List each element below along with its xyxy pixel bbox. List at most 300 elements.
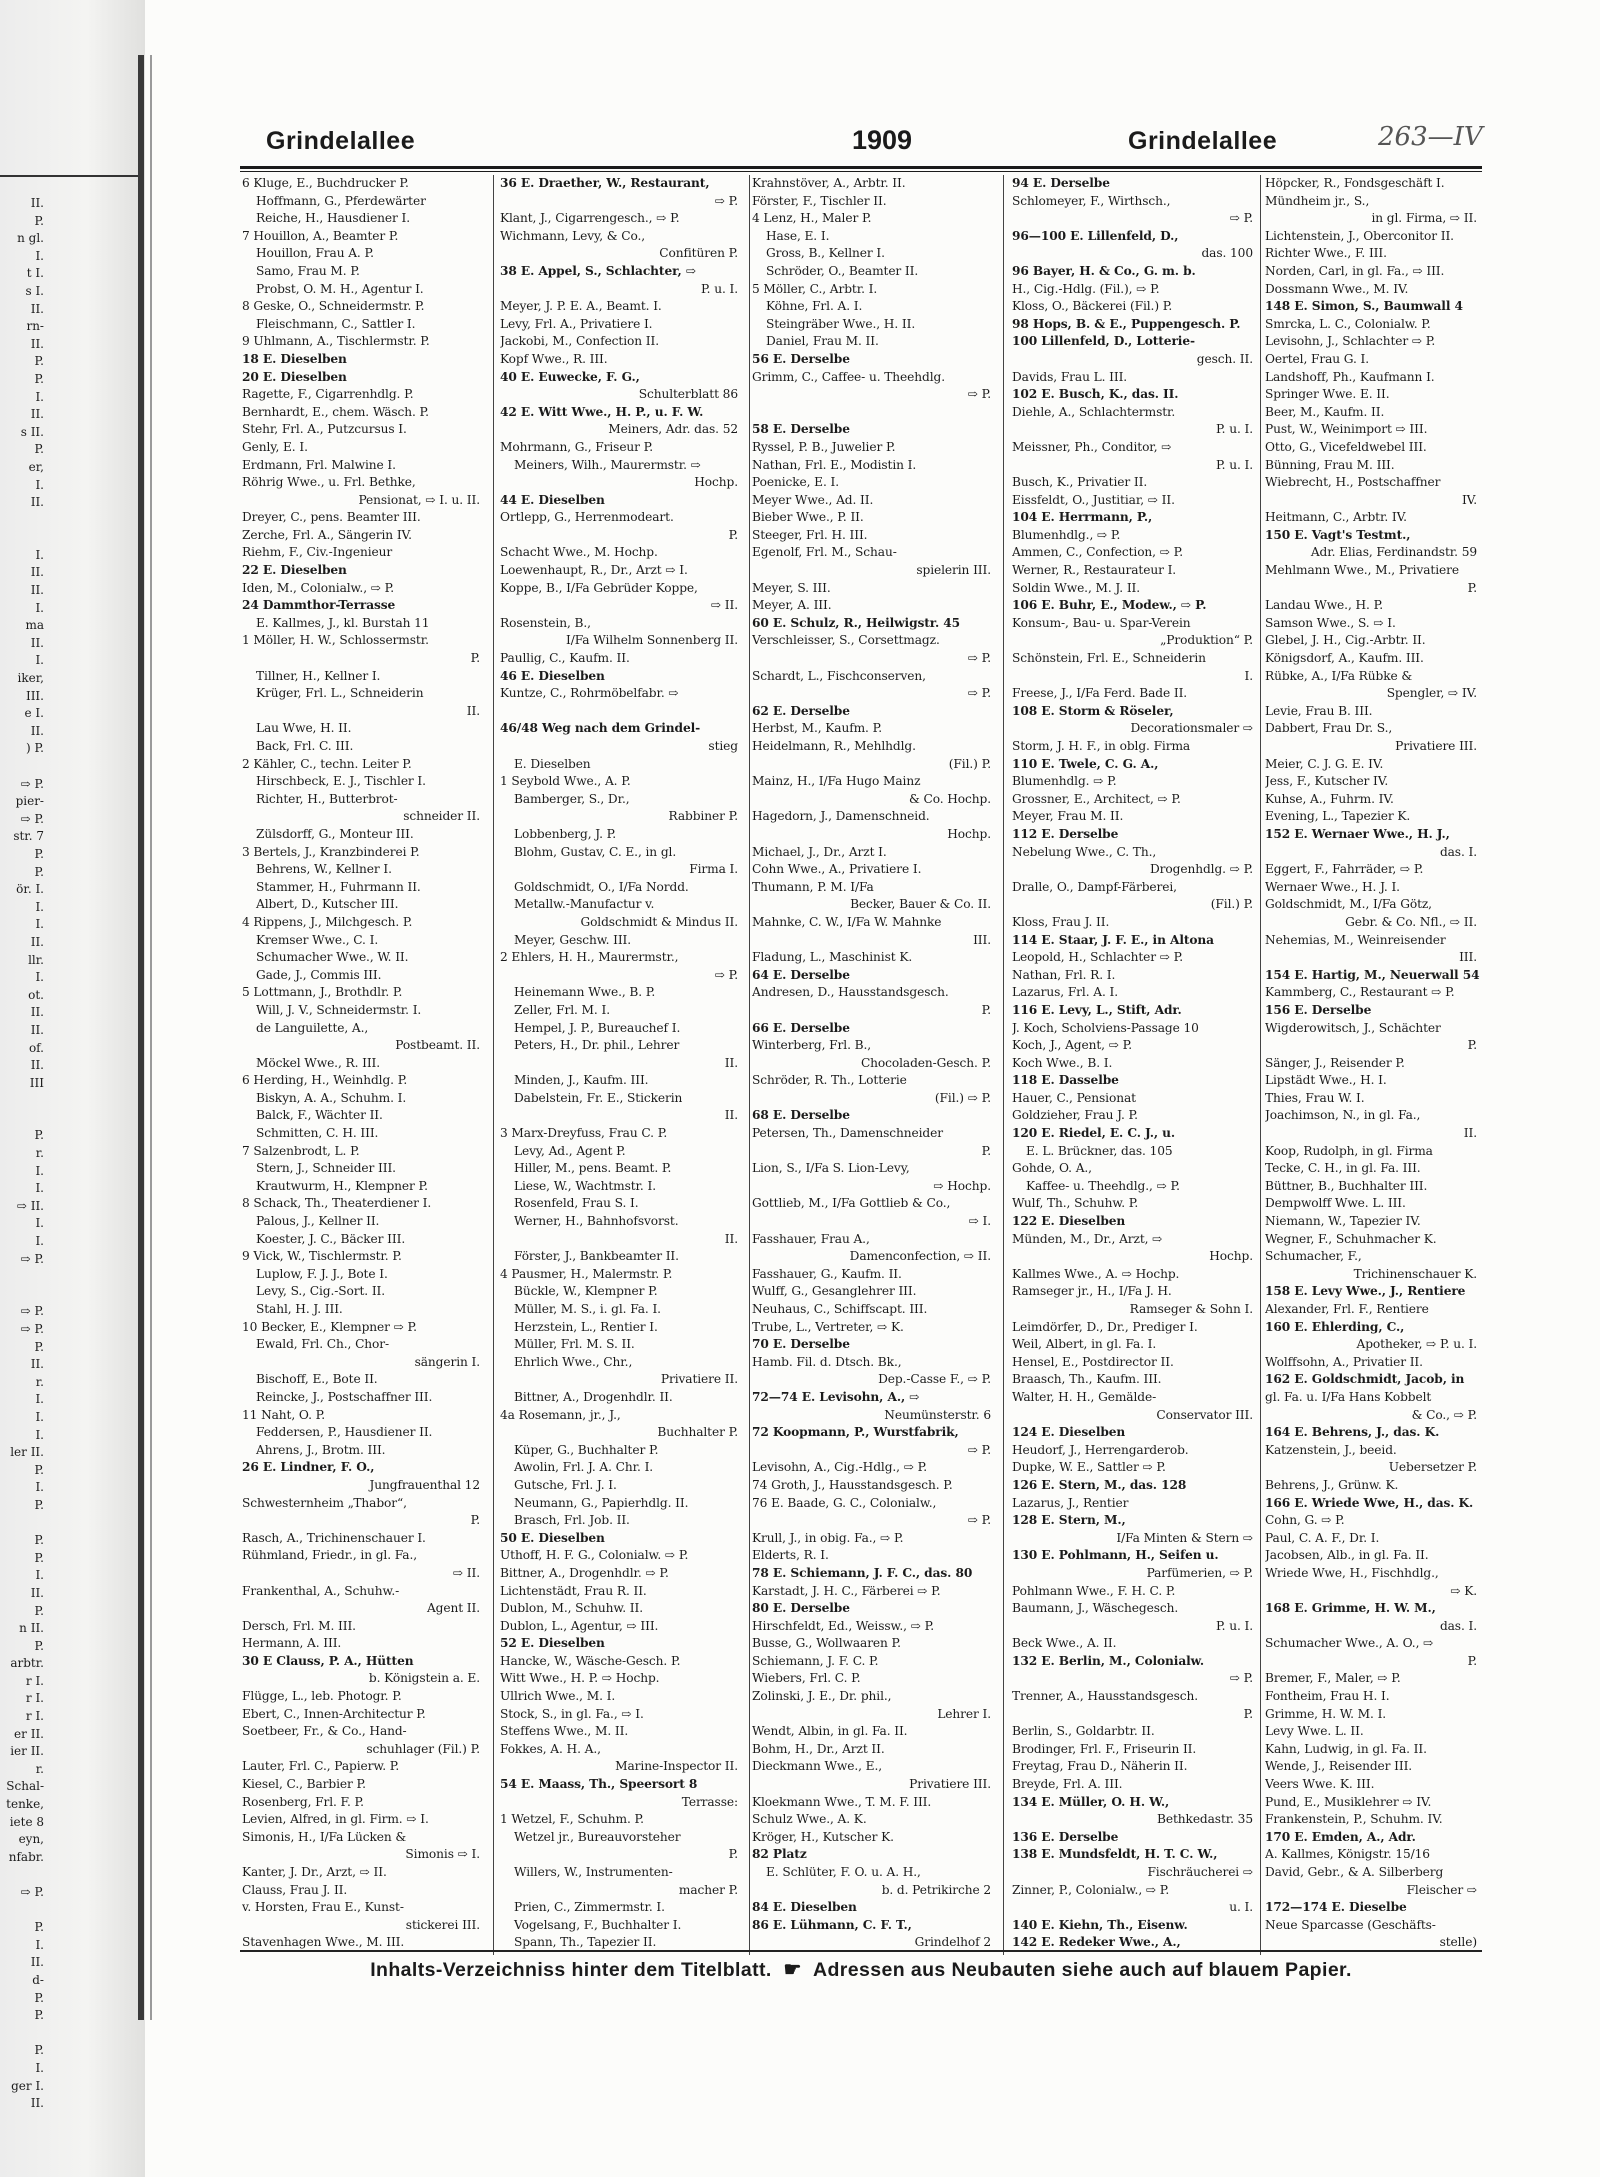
directory-entry: Rosenstein, B., bbox=[500, 615, 591, 630]
facing-page-fragment bbox=[0, 529, 44, 547]
directory-entry: Kloss, Frau J. II. bbox=[1012, 914, 1110, 929]
directory-entry: Kiesel, C., Barbier P. bbox=[242, 1777, 366, 1792]
directory-entry: Grossner, E., Architect, ⇨ P. bbox=[1012, 791, 1181, 806]
directory-entry: Fasshauer, G., Kaufm. II. bbox=[752, 1266, 902, 1281]
directory-entry: ⇨ II. bbox=[452, 1565, 480, 1580]
facing-page-fragment: I. bbox=[35, 1427, 44, 1442]
directory-entry: 166 E. Wriede Wwe, H., das. K. bbox=[1265, 1495, 1474, 1510]
directory-entry: 40 E. Euwecke, F. G., bbox=[500, 369, 640, 384]
directory-entry bbox=[752, 404, 995, 422]
directory-entry: 162 E. Goldschmidt, Jacob, in bbox=[1265, 1372, 1465, 1387]
directory-entry: Schwesternheim „Thabor“, bbox=[242, 1495, 407, 1510]
pointing-hand-icon: ☛ bbox=[783, 1959, 802, 1981]
directory-entry: 164 E. Behrens, J., das. K. bbox=[1265, 1425, 1440, 1440]
directory-entry: 6 Herding, H., Weinhdlg. P. bbox=[242, 1073, 408, 1088]
directory-entry: Wernaer Wwe., H. J. I. bbox=[1265, 879, 1400, 894]
directory-entry: Brasch, Frl. Job. II. bbox=[514, 1513, 630, 1528]
directory-entry: 160 E. Ehlerding, C., bbox=[1265, 1319, 1405, 1334]
directory-entry: Gebr. & Co. Nfl., ⇨ II. bbox=[1345, 914, 1477, 929]
facing-page-fragment: I. bbox=[35, 1181, 44, 1196]
directory-entry: 86 E. Lühmann, C. F. T., bbox=[752, 1917, 912, 1932]
directory-entry: P. bbox=[1467, 1038, 1477, 1053]
directory-entry: ⇨ P. bbox=[967, 686, 991, 701]
directory-entry: Vogelsang, F., Buchhalter I. bbox=[514, 1917, 682, 1932]
facing-page-fragment bbox=[0, 1866, 44, 1884]
directory-entry: Ullrich Wwe., M. I. bbox=[500, 1689, 616, 1704]
directory-entry: 138 E. Mundsfeldt, H. T. C. W., bbox=[1012, 1847, 1218, 1862]
directory-entry: Walter, H. H., Gemälde- bbox=[1012, 1389, 1157, 1404]
directory-entry: Koester, J. C., Bäcker III. bbox=[256, 1231, 406, 1246]
directory-entry: Bittner, A., Drogenhdlr. II. bbox=[514, 1389, 673, 1404]
directory-entry: Liese, W., Wachtmstr. I. bbox=[514, 1178, 656, 1193]
facing-page-fragment: II. bbox=[30, 723, 44, 738]
directory-entry: Trenner, A., Hausstandsgesch. bbox=[1012, 1689, 1198, 1704]
directory-entry: 134 E. Müller, O. H. W., bbox=[1012, 1794, 1170, 1809]
directory-entry: 140 E. Kiehn, Th., Eisenw. bbox=[1012, 1917, 1188, 1932]
directory-entry: Koch Wwe., B. I. bbox=[1012, 1055, 1113, 1070]
directory-entry: Nathan, Frl. E., Modistin I. bbox=[752, 457, 917, 472]
directory-entry: Adr. Elias, Ferdinandstr. 59 bbox=[1310, 545, 1477, 560]
facing-page-fragment: I. bbox=[35, 248, 44, 263]
directory-entry: Schröder, O., Beamter II. bbox=[766, 263, 919, 278]
facing-page-fragment: I. bbox=[35, 899, 44, 914]
directory-entry: Ragette, F., Cigarrenhdlg. P. bbox=[242, 387, 414, 402]
directory-entry: 54 E. Maass, Th., Speersort 8 bbox=[500, 1777, 698, 1792]
directory-entry: Ammen, C., Confection, ⇨ P. bbox=[1012, 545, 1184, 560]
directory-entry: v. Horsten, Frau E., Kunst- bbox=[242, 1900, 404, 1915]
directory-entry: Uebersetzer P. bbox=[1388, 1460, 1477, 1475]
directory-entry: Kröger, H., Kutscher K. bbox=[752, 1829, 894, 1844]
directory-entry: Meissner, Ph., Conditor, ⇨ bbox=[1012, 439, 1172, 454]
directory-entry: Stavenhagen Wwe., M. III. bbox=[242, 1935, 405, 1950]
directory-entry: Agent II. bbox=[426, 1601, 480, 1616]
directory-entry: David, Gebr., & A. Silberberg bbox=[1265, 1865, 1444, 1879]
directory-entry: 58 E. Derselbe bbox=[752, 422, 850, 437]
directory-entry: Hiller, M., pens. Beamt. P. bbox=[514, 1161, 672, 1176]
directory-entry: Levy, Frl. A., Privatiere I. bbox=[500, 316, 653, 331]
directory-entry: Lichtenstädt, Frau R. II. bbox=[500, 1583, 647, 1598]
directory-entry: E. Schlüter, F. O. u. A. H., bbox=[766, 1865, 921, 1879]
facing-page-fragment: t I. bbox=[26, 266, 44, 281]
directory-entry: 102 E. Busch, K., das. II. bbox=[1012, 387, 1179, 402]
facing-page-fragment: I. bbox=[35, 1937, 44, 1952]
directory-entry: Freese, J., I/Fa Ferd. Bade II. bbox=[1012, 686, 1188, 701]
directory-entry: Davids, Frau L. III. bbox=[1012, 369, 1128, 384]
running-head-street-left: Grindelallee bbox=[266, 127, 416, 155]
directory-entry: 80 E. Derselbe bbox=[752, 1601, 850, 1616]
directory-entry: Lazarus, J., Rentier bbox=[1012, 1495, 1129, 1510]
directory-entry: Müller, M. S., i. gl. Fa. I. bbox=[514, 1302, 661, 1316]
facing-page-fragment bbox=[0, 1110, 44, 1128]
facing-page-fragment: II. bbox=[30, 336, 44, 351]
directory-entry: Apotheker, ⇨ P. u. I. bbox=[1356, 1337, 1477, 1352]
facing-page-fragment: I. bbox=[35, 389, 44, 404]
directory-entry: 36 E. Draether, W., Restaurant, bbox=[500, 176, 710, 190]
directory-entry: P. bbox=[981, 1143, 991, 1158]
directory-entry: Richter Wwe., F. III. bbox=[1265, 246, 1387, 261]
directory-entry: Zeller, Frl. M. I. bbox=[514, 1002, 610, 1017]
directory-entry: Kopf Wwe., R. III. bbox=[500, 351, 608, 366]
directory-entry: P. bbox=[1467, 580, 1477, 595]
directory-entry: Klant, J., Cigarrengesch., ⇨ P. bbox=[500, 211, 680, 226]
directory-entry: Möckel Wwe., R. III. bbox=[256, 1055, 381, 1070]
directory-entry: Conservator III. bbox=[1156, 1407, 1253, 1422]
directory-entry: Kahn, Ludwig, in gl. Fa. II. bbox=[1265, 1741, 1427, 1756]
directory-entry: Krüger, Frl. L., Schneiderin bbox=[256, 686, 424, 701]
directory-entry: Damenconfection, ⇨ II. bbox=[849, 1249, 991, 1264]
directory-entry: Hagedorn, J., Damenschneid. bbox=[752, 809, 930, 824]
directory-entry: Levy, Ad., Agent P. bbox=[514, 1143, 626, 1158]
directory-entry: 84 E. Dieselben bbox=[752, 1900, 857, 1915]
directory-entry: Lauter, Frl. C., Papierw. P. bbox=[242, 1759, 400, 1774]
facing-page-fragment: P. bbox=[34, 2008, 44, 2023]
header-rule-thin bbox=[240, 171, 1482, 172]
facing-page-fragment: r I. bbox=[25, 1691, 44, 1706]
directory-entry: Diehle, A., Schlachtermstr. bbox=[1012, 404, 1176, 419]
directory-entry: Gade, J., Commis III. bbox=[256, 967, 382, 982]
directory-entry: Herbst, M., Kaufm. P. bbox=[752, 721, 883, 736]
directory-entry: Drogenhdlg. ⇨ P. bbox=[1150, 862, 1253, 877]
directory-entry: spielerin III. bbox=[916, 563, 991, 578]
directory-entry: III. bbox=[973, 932, 991, 947]
directory-entry: Balck, F., Wächter II. bbox=[256, 1108, 383, 1123]
directory-entry: Ebert, C., Innen-Architectur P. bbox=[242, 1706, 426, 1721]
directory-entry: 156 E. Derselbe bbox=[1265, 1002, 1372, 1017]
directory-entry: 6 Kluge, E., Buchdrucker P. bbox=[242, 176, 409, 190]
directory-entry: Dublon, L., Agentur, ⇨ III. bbox=[500, 1618, 659, 1633]
directory-entry: Mahnke, C. W., I/Fa W. Mahnke bbox=[752, 914, 942, 929]
directory-entry: Dabbert, Frau Dr. S., bbox=[1265, 721, 1393, 736]
facing-page-fragment: P. bbox=[34, 1990, 44, 2005]
directory-entry: Kloekmann Wwe., T. M. F. III. bbox=[752, 1794, 932, 1809]
directory-entry: Postbeamt. II. bbox=[395, 1038, 480, 1053]
directory-entry: 8 Geske, O., Schneidermstr. P. bbox=[242, 299, 425, 314]
directory-entry: Flügge, L., leb. Photogr. P. bbox=[242, 1689, 402, 1704]
facing-page-fragment: r. bbox=[35, 1374, 44, 1389]
directory-entry: Dupke, W. E., Sattler ⇨ P. bbox=[1012, 1460, 1166, 1475]
directory-entry: Fleischmann, C., Sattler I. bbox=[256, 316, 416, 331]
directory-entry: II. bbox=[724, 1055, 738, 1070]
directory-entry: Dep.-Casse F., ⇨ P. bbox=[878, 1372, 991, 1387]
facing-page-fragment: I. bbox=[35, 1392, 44, 1407]
directory-entry: Heitmann, C., Arbtr. IV. bbox=[1265, 510, 1407, 525]
directory-entry: Küper, G., Buchhalter P. bbox=[514, 1442, 659, 1457]
directory-entry: Schiemann, J. F. C. P. bbox=[752, 1653, 879, 1668]
directory-entry: Stehr, Frl. A., Putzcursus I. bbox=[242, 422, 407, 437]
directory-entry: 52 E. Dieselben bbox=[500, 1636, 605, 1651]
directory-entry: Reiche, H., Hausdiener I. bbox=[256, 211, 411, 226]
directory-entry: Iden, M., Colonialw., ⇨ P. bbox=[242, 580, 395, 595]
directory-entry: das. I. bbox=[1439, 1618, 1477, 1633]
directory-entry: Köhne, Frl. A. I. bbox=[766, 299, 863, 314]
facing-page-fragment: ler II. bbox=[10, 1445, 44, 1460]
facing-page-fragment bbox=[0, 2025, 44, 2043]
directory-entry: Busse, G., Wollwaaren P. bbox=[752, 1636, 901, 1651]
directory-entry: Stahl, H. J. III. bbox=[256, 1302, 343, 1316]
directory-entry: Albert, D., Kutscher III. bbox=[256, 897, 399, 912]
directory-entry: Berlin, S., Goldarbtr. II. bbox=[1012, 1724, 1155, 1739]
directory-entry: Busch, K., Privatier II. bbox=[1012, 475, 1148, 490]
directory-entry: Hochp. bbox=[947, 826, 991, 841]
directory-entry: Tecke, C. H., in gl. Fa. III. bbox=[1265, 1161, 1421, 1176]
directory-entry: Neumünsterstr. 6 bbox=[884, 1407, 991, 1422]
facing-page-fragment: P. bbox=[34, 354, 44, 369]
directory-entry: Erdmann, Frl. Malwine I. bbox=[242, 457, 396, 472]
facing-page-fragment: II. bbox=[30, 1357, 44, 1372]
directory-entry: Hensel, E., Postdirector II. bbox=[1012, 1354, 1174, 1369]
directory-entry: Nebelung Wwe., C. Th., bbox=[1012, 844, 1157, 859]
facing-page-fragment: ⇨ P. bbox=[20, 811, 44, 826]
directory-entry: Meyer, J. P. E. A., Beamt. I. bbox=[500, 299, 662, 314]
facing-page-fragment: ⇨ P. bbox=[20, 776, 44, 791]
directory-entry: 172—174 E. Dieselbe bbox=[1265, 1900, 1407, 1915]
directory-entry: Eissfeldt, O., Justitiar, ⇨ II. bbox=[1012, 492, 1175, 507]
facing-page-fragment: e I. bbox=[24, 706, 44, 721]
directory-entry: Levie, Frau B. III. bbox=[1265, 703, 1373, 718]
directory-entry: ⇨ P. bbox=[714, 967, 738, 982]
directory-entry: Fladung, L., Maschinist K. bbox=[752, 950, 913, 965]
directory-entry: Nehemias, M., Weinreisender bbox=[1265, 932, 1446, 947]
directory-entry: Soetbeer, Fr., & Co., Hand- bbox=[242, 1724, 407, 1739]
facing-page-fragment: ⇨ P. bbox=[20, 1304, 44, 1319]
facing-page-fragment: n II. bbox=[19, 1621, 44, 1636]
directory-column-1 bbox=[242, 175, 484, 1950]
directory-entry: Meyer, S. III. bbox=[752, 580, 831, 595]
directory-entry: P. u. I. bbox=[701, 281, 738, 296]
directory-entry: 42 E. Witt Wwe., H. P., u. F. W. bbox=[500, 404, 704, 419]
facing-page-fragment: r I. bbox=[25, 1709, 44, 1724]
directory-entry: Förster, J., Bankbeamter II. bbox=[514, 1249, 679, 1264]
directory-entry: II. bbox=[724, 1108, 738, 1123]
directory-entry: Levy, S., Cig.-Sort. II. bbox=[256, 1284, 386, 1299]
directory-entry: Stammer, H., Fuhrmann II. bbox=[256, 879, 421, 894]
directory-entry: Spengler, ⇨ IV. bbox=[1386, 686, 1477, 701]
directory-entry: Grimme, H. W. M. I. bbox=[1265, 1706, 1387, 1721]
facing-page-fragment: II. bbox=[30, 301, 44, 316]
directory-entry: schuhlager (Fil.) P. bbox=[366, 1741, 480, 1756]
directory-entry: Hase, E. I. bbox=[766, 228, 830, 243]
facing-page-fragment: II. bbox=[30, 1022, 44, 1037]
directory-entry: II. bbox=[466, 703, 480, 718]
directory-entry: 112 E. Derselbe bbox=[1012, 826, 1119, 841]
directory-entry: Trube, L., Vertreter, ⇨ K. bbox=[752, 1319, 904, 1334]
facing-page-fragment: I. bbox=[35, 477, 44, 492]
directory-entry: Steingräber Wwe., H. II. bbox=[766, 316, 916, 331]
directory-entry: stickerei III. bbox=[405, 1917, 480, 1932]
directory-entry: de Languilette, A., bbox=[256, 1020, 369, 1035]
directory-entry: Kallmes Wwe., A. ⇨ Hochp. bbox=[1012, 1266, 1180, 1281]
directory-entry: Michael, J., Dr., Arzt I. bbox=[752, 844, 887, 859]
directory-entry: 100 Lillenfeld, D., Lotterie- bbox=[1012, 334, 1195, 349]
facing-page-fragment: d- bbox=[32, 1972, 44, 1987]
directory-entry: 78 E. Schiemann, J. F. C., das. 80 bbox=[752, 1565, 973, 1580]
directory-entry: Wegner, F., Schuhmacher K. bbox=[1265, 1231, 1437, 1246]
directory-entry: Schacht Wwe., M. Hochp. bbox=[500, 545, 658, 560]
facing-page-fragment: s II. bbox=[20, 424, 44, 439]
directory-entry: Terrasse: bbox=[681, 1794, 738, 1809]
directory-entry: Kaffee- u. Theehdlg., ⇨ P. bbox=[1026, 1178, 1180, 1193]
directory-entry: 24 Dammthor-Terrasse bbox=[242, 598, 396, 613]
facing-page-fragment: er II. bbox=[14, 1726, 44, 1741]
directory-entry: Pund, E., Musiklehrer ⇨ IV. bbox=[1265, 1794, 1432, 1809]
directory-entry: Koop, Rudolph, in gl. Firma bbox=[1265, 1143, 1433, 1158]
directory-entry: Niemann, W., Tapezier IV. bbox=[1265, 1214, 1421, 1229]
directory-entry: Kuhse, A., Fuhrm. IV. bbox=[1265, 791, 1394, 806]
directory-entry: 148 E. Simon, S., Baumwall 4 bbox=[1265, 299, 1463, 314]
directory-entry: Bückle, W., Klempner P. bbox=[514, 1284, 658, 1299]
directory-entry: 7 Houillon, A., Beamter P. bbox=[242, 228, 399, 243]
directory-entry: Rasch, A., Trichinenschauer I. bbox=[242, 1530, 426, 1545]
directory-entry: Riehm, F., Civ.-Ingenieur bbox=[242, 545, 393, 560]
directory-entry: Elderts, R. I. bbox=[752, 1548, 829, 1563]
facing-page-fragment: II. bbox=[30, 583, 44, 598]
directory-entry: Egenolf, Frl. M., Schau- bbox=[752, 545, 897, 560]
directory-entry: 94 E. Derselbe bbox=[1012, 176, 1110, 190]
directory-entry: I. bbox=[1244, 668, 1253, 683]
directory-entry: 18 E. Dieselben bbox=[242, 351, 347, 366]
directory-entry: b. d. Petrikirche 2 bbox=[881, 1882, 991, 1897]
directory-entry: 168 E. Grimme, H. W. M., bbox=[1265, 1601, 1436, 1616]
directory-entry: Luplow, F. J. J., Bote I. bbox=[256, 1266, 388, 1281]
directory-entry: Soldin Wwe., M. J. II. bbox=[1012, 580, 1141, 595]
running-head-year: 1909 bbox=[852, 125, 913, 155]
directory-entry: Schmitten, C. H. III. bbox=[256, 1126, 379, 1141]
directory-entry: IV. bbox=[1461, 492, 1477, 507]
directory-entry: Goldschmidt, O., I/Fa Nordd. bbox=[514, 879, 689, 894]
directory-entry: Tillner, H., Kellner I. bbox=[256, 668, 381, 683]
directory-entry: 98 Hops, B. & E., Puppengesch. P. bbox=[1012, 316, 1241, 331]
directory-entry: Ewald, Frl. Ch., Chor- bbox=[256, 1337, 390, 1352]
directory-entry: ⇨ P. bbox=[967, 387, 991, 402]
facing-page-fragment: of. bbox=[28, 1040, 44, 1055]
directory-entry: 110 E. Twele, C. G. A., bbox=[1012, 756, 1159, 771]
directory-entry: H., Cig.-Hdlg. (Fil.), ⇨ P. bbox=[1012, 281, 1160, 296]
facing-page-fragment: P. bbox=[34, 1920, 44, 1935]
directory-entry: 158 E. Levy Wwe., J., Rentiere bbox=[1265, 1284, 1466, 1299]
facing-page-fragment: I. bbox=[35, 1409, 44, 1424]
facing-page-fragment: P. bbox=[34, 1603, 44, 1618]
facing-page-fragment: I. bbox=[35, 1568, 44, 1583]
directory-entry: 60 E. Schulz, R., Heilwigstr. 45 bbox=[752, 615, 961, 630]
directory-entry: P. bbox=[470, 1513, 480, 1528]
directory-entry: macher P. bbox=[678, 1882, 738, 1897]
facing-page-fragment: Schal- bbox=[6, 1779, 44, 1794]
directory-entry: Pust, W., Weinimport ⇨ III. bbox=[1265, 422, 1428, 437]
directory-entry: 142 E. Redeker Wwe., A., bbox=[1012, 1935, 1181, 1950]
directory-entry: 106 E. Buhr, E., Modew., ⇨ P. bbox=[1012, 598, 1207, 613]
directory-entry: das. I. bbox=[1439, 844, 1477, 859]
facing-page-fragment: P. bbox=[34, 1462, 44, 1477]
directory-entry: 1 Seybold Wwe., A. P. bbox=[500, 774, 631, 789]
directory-entry: Bünning, Frau M. III. bbox=[1265, 457, 1395, 472]
directory-entry: Bamberger, S., Dr., bbox=[514, 791, 630, 806]
directory-entry: Wendt, Albin, in gl. Fa. II. bbox=[752, 1724, 908, 1739]
directory-entry: Hermann, A. III. bbox=[242, 1636, 342, 1651]
directory-entry: Hirschfeldt, Ed., Weissw., ⇨ P. bbox=[752, 1618, 935, 1633]
directory-entry: 5 Lottmann, J., Brothdlr. P. bbox=[242, 985, 403, 1000]
directory-entry: Gohde, O. A., bbox=[1012, 1161, 1092, 1176]
directory-entry: ⇨ P. bbox=[1229, 1671, 1253, 1686]
facing-page-fragment: I. bbox=[35, 600, 44, 615]
directory-entry: P. bbox=[728, 527, 738, 542]
directory-entry: Jungfrauenthal 12 bbox=[369, 1477, 480, 1492]
directory-entry: 152 E. Wernaer Wwe., H. J., bbox=[1265, 826, 1450, 841]
directory-entry: Levisohn, J., Schlachter ⇨ P. bbox=[1265, 334, 1436, 349]
directory-entry: Dieckmann Wwe., E., bbox=[752, 1759, 883, 1774]
directory-entry: Münden, M., Dr., Arzt, ⇨ bbox=[1012, 1231, 1163, 1246]
directory-entry: P. bbox=[981, 1002, 991, 1017]
directory-entry: 124 E. Dieselben bbox=[1012, 1425, 1126, 1440]
directory-entry: Trichinenschauer K. bbox=[1353, 1266, 1477, 1281]
directory-entry: Samson Wwe., S. ⇨ I. bbox=[1265, 615, 1396, 630]
directory-entry: Simonis, H., I/Fa Lücken & bbox=[242, 1829, 407, 1844]
directory-entry: 132 E. Berlin, M., Colonialw. bbox=[1012, 1653, 1204, 1668]
directory-entry: Veers Wwe. K. III. bbox=[1265, 1777, 1375, 1792]
directory-entry: Springer Wwe. E. II. bbox=[1265, 387, 1390, 402]
directory-entry: Frankenstein, P., Schuhm. IV. bbox=[1265, 1812, 1443, 1827]
directory-entry: Pohlmann Wwe., F. H. C. P. bbox=[1012, 1583, 1176, 1598]
directory-entry: (Fil.) ⇨ P. bbox=[934, 1090, 991, 1105]
directory-entry: 50 E. Dieselben bbox=[500, 1530, 605, 1545]
directory-entry: Wiebers, Frl. C. P. bbox=[752, 1671, 861, 1686]
directory-entry: Schönstein, Frl. E., Schneiderin bbox=[1012, 651, 1206, 666]
directory-entry: III. bbox=[1459, 950, 1477, 965]
directory-entry: Mohrmann, G., Friseur P. bbox=[500, 439, 654, 454]
directory-entry: 104 E. Herrmann, P., bbox=[1012, 510, 1153, 525]
directory-entry: Neue Sparcasse (Geschäfts- bbox=[1265, 1917, 1436, 1932]
directory-entry: Becker, Bauer & Co. II. bbox=[850, 897, 991, 912]
directory-entry: 9 Uhlmann, A., Tischlermstr. P. bbox=[242, 334, 430, 349]
directory-entry: Karstadt, J. H. C., Färberei ⇨ P. bbox=[752, 1583, 941, 1598]
directory-entry: Stern, J., Schneider III. bbox=[256, 1161, 396, 1176]
directory-entry: Bernhardt, E., chem. Wäsch. P. bbox=[242, 404, 429, 419]
facing-page-fragment bbox=[0, 1286, 44, 1304]
column-divider bbox=[1003, 175, 1004, 1955]
directory-entry: Gross, B., Kellner I. bbox=[766, 246, 885, 261]
facing-page-fragment bbox=[0, 1902, 44, 1920]
directory-entry: Paullig, C., Kaufm. II. bbox=[500, 651, 630, 666]
directory-entry: Blumenhdlg., ⇨ P. bbox=[1012, 527, 1121, 542]
directory-entry: Levisohn, A., Cig.-Hdlg., ⇨ P. bbox=[752, 1460, 928, 1475]
directory-entry: 7 Salzenbrodt, L. P. bbox=[242, 1143, 360, 1158]
directory-entry: Hamb. Fil. d. Dtsch. Bk., bbox=[752, 1354, 902, 1369]
directory-entry: Meyer, Geschw. III. bbox=[514, 932, 632, 947]
directory-entry: 46 E. Dieselben bbox=[500, 668, 605, 683]
directory-entry: Firma I. bbox=[689, 862, 738, 877]
directory-entry: Kuntze, C., Rohrmöbelfabr. ⇨ bbox=[500, 686, 679, 701]
directory-entry: Heidelmann, R., Mehlhdlg. bbox=[752, 739, 916, 753]
directory-entry: Buchhalter P. bbox=[657, 1425, 738, 1440]
directory-entry: Chocoladen-Gesch. P. bbox=[860, 1055, 991, 1070]
footer-text-left: Inhalts-Verzeichniss hinter dem Titelblatt. bbox=[370, 1959, 772, 1981]
directory-entry: Bohm, H., Dr., Arzt II. bbox=[752, 1741, 885, 1756]
directory-entry: & Co. Hochp. bbox=[908, 791, 991, 806]
directory-entry: stieg bbox=[708, 739, 738, 753]
directory-entry: Hancke, W., Wäsche-Gesch. P. bbox=[500, 1653, 681, 1668]
facing-page-fragment: III bbox=[29, 1075, 44, 1090]
directory-entry: 62 E. Derselbe bbox=[752, 703, 850, 718]
facing-page-fragment bbox=[0, 1092, 44, 1110]
directory-entry: Verschleisser, S., Corsettmagz. bbox=[752, 633, 940, 648]
directory-entry: Heudorf, J., Herrengarderob. bbox=[1012, 1442, 1189, 1457]
directory-entry: J. Koch, Scholviens-Passage 10 bbox=[1012, 1020, 1199, 1035]
directory-entry: Willers, W., Instrumenten- bbox=[514, 1865, 673, 1879]
directory-entry: Cohn, G. ⇨ P. bbox=[1265, 1513, 1345, 1528]
directory-entry: Evening, L., Tapezier K. bbox=[1265, 809, 1411, 824]
directory-entry: ⇨ P. bbox=[967, 651, 991, 666]
directory-entry: Bittner, A., Drogenhdlr. ⇨ P. bbox=[500, 1565, 669, 1580]
directory-entry: 5 Möller, C., Arbtr. I. bbox=[752, 281, 878, 296]
